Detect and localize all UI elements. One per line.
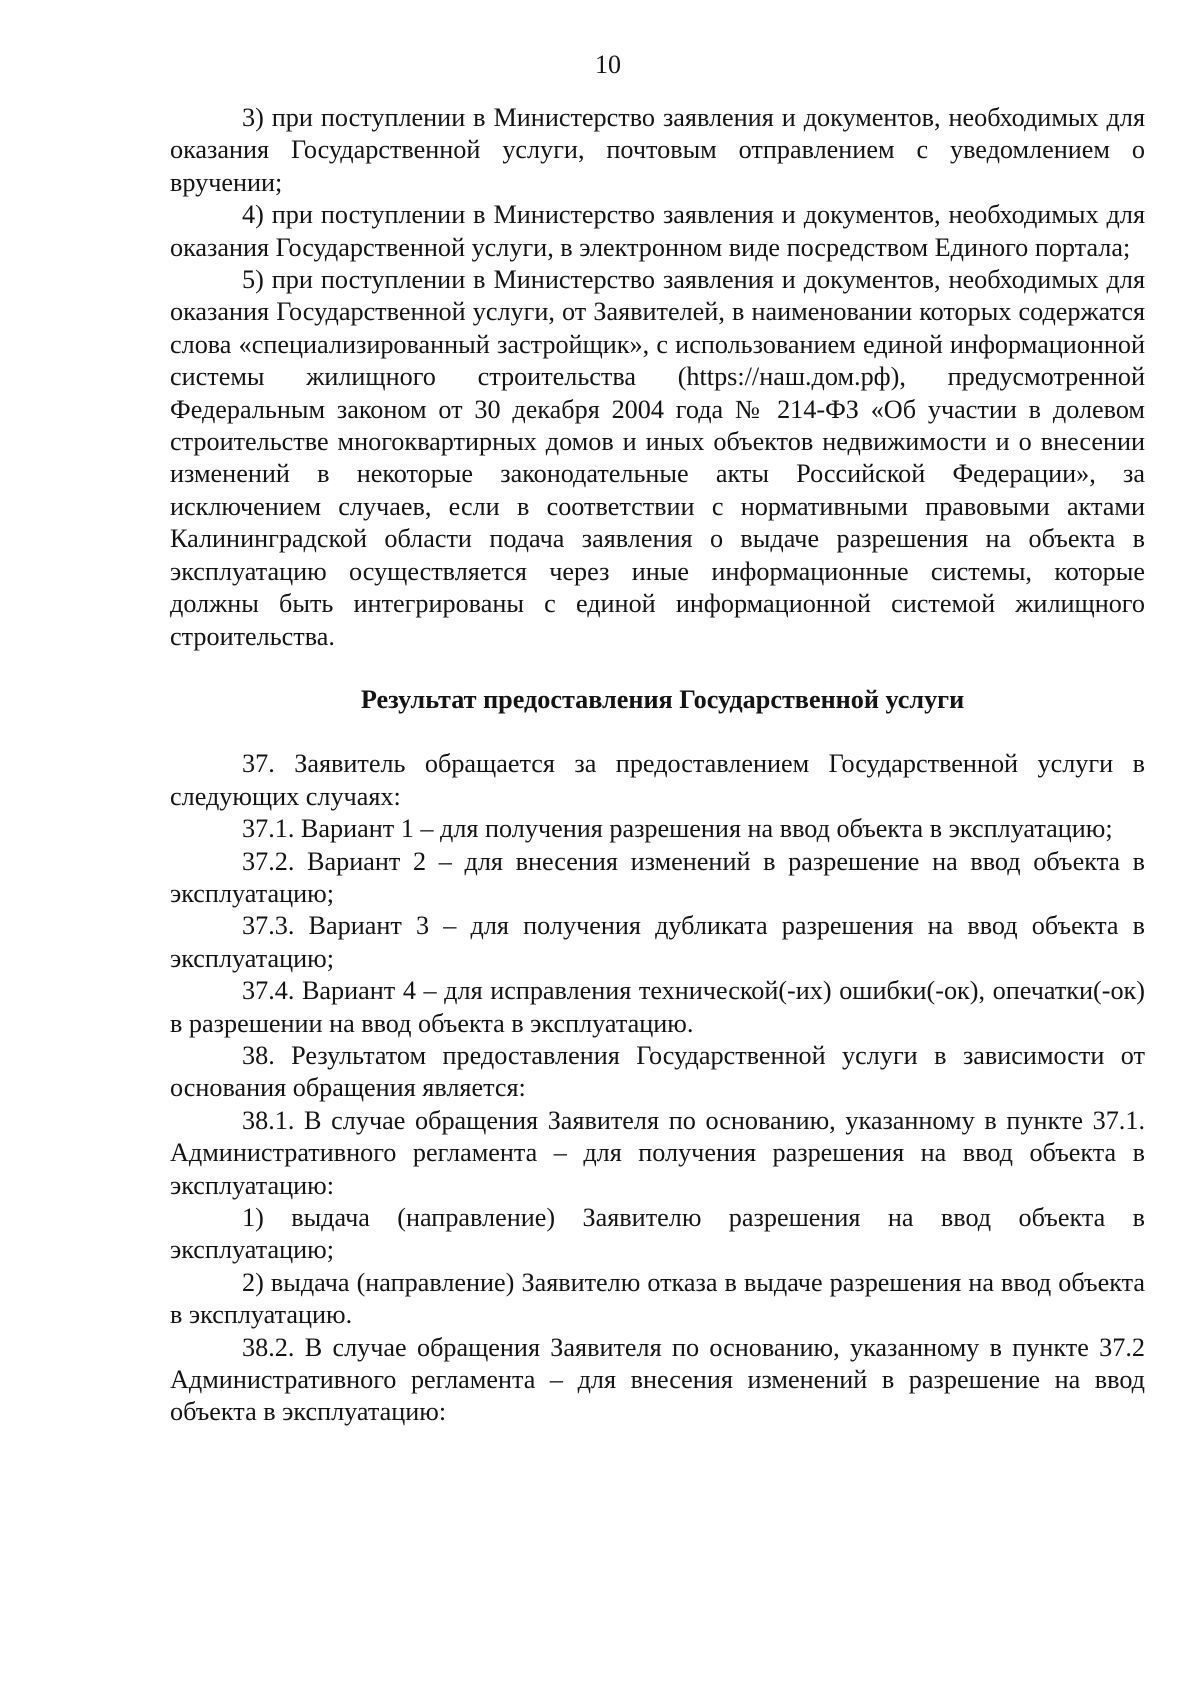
section-heading: Результат предоставления Государственной услуги [360, 684, 965, 714]
paragraph-37: 37. Заявитель обращается за предоставлением Государственной услуги в следующих случаях: [170, 749, 1145, 811]
paragraph-38-1-item-2: 2) выдача (направление) Заявителю отказа в выдаче разрешения на ввод объекта в эксплуатацию. [170, 1267, 1145, 1330]
paragraph-38: 38. Результатом предоставления Государственной услуги в зависимости от основания обращения является: [170, 1040, 1145, 1103]
paragraph-item-4: 4) при поступлении в Министерство заявления и документов, необходимых для оказания Государственной услуги, в электронном виде посредством Единого портала; [170, 200, 1145, 262]
paragraph-37-1: 37.1. Вариант 1 – для получения разрешения на ввод объекта в эксплуатацию; [242, 814, 1113, 844]
paragraph-37-3: 37.3. Вариант 3 – для получения дубликата разрешения на ввод объекта в эксплуатацию; [170, 911, 1145, 973]
paragraph-item-5: 5) при поступлении в Министерство заявления и документов, необходимых для оказания Государственной услуги, от Заявителей, в наименовании которых содержатся слова «специализированный застройщик», с использованием единой информационной системы жилищного строительства (https://наш.дом.рф), предусмотренной Федеральным законом от 30 декабря 2004 года № 214-ФЗ «Об участии в долевом строительстве многоквартирных домов и иных объектов недвижимости и о внесении изменений в некоторые законодательные акты Российской Федерации», за исключением случаев, если в соответствии с нормативными правовыми актами Калининградской области подача заявления о выдаче разрешения на объекта в эксплуатацию осуществляется через иные информационные системы, которые должны быть интегрированы с единой информационной системой жилищного строительства. [170, 265, 1145, 651]
page-number: 10 [595, 50, 621, 79]
paragraph-item-3: 3) при поступлении в Министерство заявления и документов, необходимых для оказания Государственной услуги, почтовым отправлением с уведомлением о вручении; [170, 103, 1145, 197]
paragraph-38-2: 38.2. В случае обращения Заявителя по основанию, указанному в пункте 37.2 Административного регламента – для внесения изменений в разрешение на ввод объекта в эксплуатацию: [170, 1332, 1145, 1427]
paragraph-37-4: 37.4. Вариант 4 – для исправления технической(-их) ошибки(-ок), опечатки(-ок) в разрешении на ввод объекта в эксплуатацию. [170, 976, 1145, 1038]
paragraph-38-1-item-1: 1) выдача (направление) Заявителю разрешения на ввод объекта в эксплуатацию; [170, 1203, 1145, 1265]
paragraph-38-1: 38.1. В случае обращения Заявителя по основанию, указанному в пункте 37.1. Административного регламента – для получения разрешения на ввод объекта в эксплуатацию: [170, 1105, 1145, 1200]
document-body [170, 102, 1145, 1429]
paragraph-37-2: 37.2. Вариант 2 – для внесения изменений в разрешение на ввод объекта в эксплуатацию; [170, 846, 1145, 908]
